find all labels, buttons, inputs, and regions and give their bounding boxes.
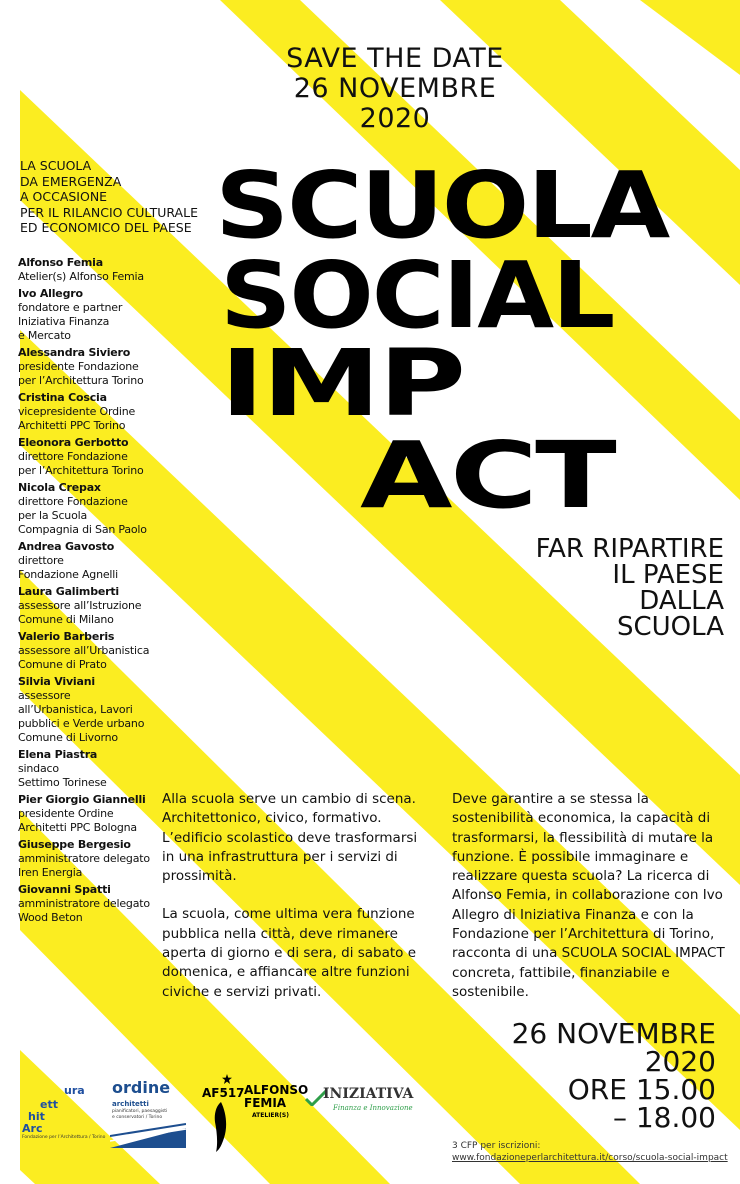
speaker-name: Alessandra Siviero	[18, 346, 131, 359]
speaker-entry	[18, 391, 168, 433]
speaker-role: presidente Fondazione per l’Architettura Torino	[18, 360, 144, 387]
intro-line: DA EMERGENZA	[20, 173, 122, 189]
logo-text: ett	[40, 1098, 58, 1111]
slogan-line: DALLA	[639, 586, 724, 616]
speakers-list	[18, 256, 168, 928]
logo-text: INIZIATIVA	[323, 1086, 414, 1102]
slogan-line: FAR RIPARTIRE	[535, 534, 724, 564]
speaker-entry	[18, 675, 168, 745]
speaker-entry	[18, 540, 168, 582]
fondazione-architettura-logo	[14, 1080, 106, 1142]
title-act: ACT	[360, 422, 615, 529]
cfp-label: 3 CFP per iscrizioni:	[452, 1141, 541, 1151]
event-date-time	[500, 1017, 716, 1134]
speaker-entry	[18, 838, 168, 880]
logo-text: ordine	[112, 1078, 171, 1097]
event-line: 26 NOVEMBRE	[511, 1017, 716, 1050]
logo-text: FEMIA	[244, 1096, 287, 1110]
stripe	[640, 0, 740, 75]
speaker-role: sindaco Settimo Torinese	[18, 762, 107, 789]
speaker-name: Elena Piastra	[18, 748, 98, 761]
intro-line: A OCCASIONE	[20, 189, 108, 204]
intro-text	[20, 158, 210, 236]
star-icon	[222, 1074, 232, 1084]
save-the-date	[250, 44, 540, 134]
speaker-entry	[18, 883, 168, 925]
speaker-name: Laura Galimberti	[18, 585, 119, 598]
slogan	[520, 536, 724, 640]
speaker-entry	[18, 630, 168, 672]
intro-line: ED ECONOMICO DEL PAESE	[20, 220, 192, 235]
title-social: SOCIAL	[220, 242, 614, 349]
speaker-name: Andrea Gavosto	[18, 540, 115, 553]
speaker-name: Alfonso Femia	[18, 256, 103, 269]
speaker-entry	[18, 346, 168, 388]
logo-text: e conservatori / Torino	[112, 1115, 163, 1120]
speaker-name: Valerio Barberis	[18, 630, 115, 643]
speaker-entry	[18, 793, 168, 835]
speaker-role: assessore all’Urbanistica, Lavori pubblici e Verde urbano Comune di Livorno	[18, 689, 145, 744]
logo-text: pianificatori, paesaggisti	[112, 1109, 168, 1114]
iniziativa-logo	[305, 1084, 435, 1124]
speaker-name: Eleonora Gerbotto	[18, 436, 129, 449]
logo-text	[244, 1084, 308, 1110]
logo-text: ATELIER(S)	[252, 1112, 289, 1119]
speaker-entry	[18, 256, 168, 284]
save-the-date-line: SAVE THE DATE	[286, 43, 504, 74]
body-column-2	[452, 790, 727, 1021]
speaker-name: Ivo Allegro	[18, 287, 83, 300]
figure-icon	[210, 1102, 232, 1152]
ordine-mark-icon	[110, 1122, 186, 1148]
atelier-femia-logo	[200, 1074, 309, 1154]
speaker-entry	[18, 287, 168, 343]
speaker-name: Pier Giorgio Giannelli	[18, 793, 146, 806]
speaker-role: amministratore delegato Wood Beton	[18, 897, 150, 924]
speaker-name: Giovanni Spatti	[18, 883, 111, 896]
speaker-role: direttore Fondazione per la Scuola Compagnia di San Paolo	[18, 495, 147, 536]
speaker-name: Cristina Coscia	[18, 391, 107, 404]
intro-line: PER IL RILANCIO CULTURALE	[20, 204, 198, 220]
body-paragraph: Deve garantire a se stessa la sostenibilità economica, la capacità di trasformarsi, la flessibilità di mutare la funzione. È possibile immaginare e realizzare questa scuola? La ricerca di Alfonso Femia, in collaborazione con Ivo Allegro di Iniziativa Finanza e con la Fondazione per l’Architettura di Torino, racconta di una SCUOLA SOCIAL IMPACT concreta, fattibile, finanziabile e sostenibile.	[452, 791, 725, 1000]
event-line: – 18.00	[612, 1101, 716, 1134]
logo-text: ALFONSO	[244, 1083, 309, 1097]
cfp-info	[452, 1140, 728, 1164]
speaker-role: direttore Fondazione Agnelli	[18, 554, 118, 581]
speaker-entry	[18, 748, 168, 790]
registration-link[interactable]: www.fondazioneperlarchitettura.it/corso/scuola-social-impact	[452, 1153, 728, 1163]
slogan-line: SCUOLA	[616, 612, 724, 642]
speaker-entry	[18, 481, 168, 537]
speaker-role: direttore Fondazione per l’Architettura Torino	[18, 450, 144, 477]
logo-text: Arc	[22, 1122, 43, 1135]
speaker-role: vicepresidente Ordine Architetti PPC Torino	[18, 405, 136, 432]
ordine-architetti-logo	[110, 1078, 190, 1148]
speaker-entry	[18, 436, 168, 478]
body-column-1	[162, 790, 432, 1021]
logo-text: ura	[64, 1084, 85, 1097]
speaker-name: Silvia Viviani	[18, 675, 95, 688]
speaker-name: Nicola Crepax	[18, 481, 101, 494]
intro-line: LA SCUOLA	[20, 158, 92, 173]
save-the-date-line: 2020	[359, 103, 431, 134]
body-paragraph: Alla scuola serve un cambio di scena. Architettonico, civico, formativo. L’edificio scolastico deve trasformarsi in una infrastruttura per i servizi di prossimità.	[162, 791, 418, 885]
title-scuola: SCUOLA	[215, 152, 669, 259]
logo-text: hit	[28, 1110, 45, 1123]
speaker-role: presidente Ordine Architetti PPC Bologna	[18, 807, 137, 834]
body-paragraph: La scuola, come ultima vera funzione pubblica nella città, deve rimanere aperta di giorno e di sera, di sabato e domenica, e affiancare altre funzioni civiche e servizi privati.	[162, 906, 417, 1000]
speaker-role: assessore all’Istruzione Comune di Milano	[18, 599, 142, 626]
logo-text: Finanza e Innovazione	[333, 1104, 413, 1112]
speaker-role: fondatore e partner Iniziativa Finanza e Mercato	[18, 301, 123, 342]
slogan-line: IL PAESE	[612, 560, 724, 590]
speaker-name: Giuseppe Bergesio	[18, 838, 131, 851]
logo-text: AF517	[202, 1086, 245, 1100]
speaker-role: amministratore delegato Iren Energia	[18, 852, 150, 879]
title-imp: IMP	[220, 330, 464, 437]
event-line: ORE 15.00	[567, 1073, 716, 1106]
event-line: 2020	[644, 1045, 716, 1078]
save-the-date-line: 26 NOVEMBRE	[293, 73, 497, 104]
speaker-entry	[18, 585, 168, 627]
speaker-role: assessore all’Urbanistica Comune di Prato	[18, 644, 150, 671]
logo-text: architetti	[112, 1100, 149, 1108]
logo-caption: Fondazione per l’Architettura / Torino	[22, 1135, 106, 1140]
speaker-role: Atelier(s) Alfonso Femia	[18, 270, 144, 283]
